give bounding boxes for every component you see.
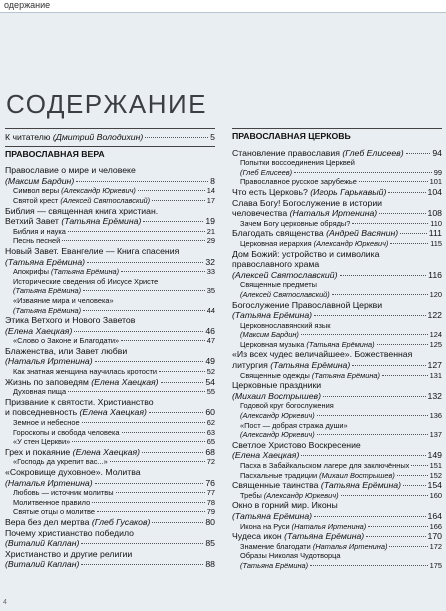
page-title: СОДЕРЖАНИЕ	[6, 89, 208, 119]
page-number-mark: 4	[3, 599, 7, 606]
toc-entry[interactable]: Священные таинства (Татьяна Ерёмина) 154	[232, 480, 442, 491]
toc-entry[interactable]: К читателю (Дмитрий Володихин) 5	[5, 132, 215, 142]
toc-subentry[interactable]: Икона на Руси (Наталья Иртенина) 166	[240, 521, 442, 531]
toc-subentry[interactable]: (Алексей Святославский) 120	[240, 289, 442, 299]
toc-subentry[interactable]: «У стен Церкви» 65	[13, 437, 215, 447]
toc-subentry[interactable]: Церковнославянский язык	[240, 320, 331, 330]
toc-entry[interactable]: литургия (Татьяна Ерёмина) 127	[232, 360, 442, 371]
toc-subentry[interactable]: Священные предметы	[240, 280, 317, 290]
toc-subentry[interactable]: Молитвенное правило 78	[13, 497, 215, 507]
toc-entry[interactable]: Призвание к святости. Христианство	[5, 396, 154, 407]
toc-subentry[interactable]: Любовь — источник молитвы 77	[13, 488, 215, 498]
toc-subentry[interactable]: Духовная пища 55	[13, 387, 215, 397]
toc-entry[interactable]: «Сокровище духовное». Молитва	[5, 467, 141, 477]
toc-subentry[interactable]: Святой крест (Алексей Святославский) 17	[13, 195, 215, 205]
toc-entry[interactable]: (Татьяна Ерёмина) 164	[232, 510, 442, 521]
running-header	[0, 0, 446, 13]
toc-entry[interactable]: Окно в горний мир. Иконы	[232, 500, 338, 511]
toc-entry[interactable]: Этика Ветхого и Нового Заветов	[5, 315, 136, 326]
toc-entry[interactable]: Ветхий Завет (Татьяна Ерёмина) 19	[5, 216, 215, 227]
toc-entry[interactable]: Библия — священная книга христиан.	[5, 205, 159, 216]
toc-entry[interactable]: Дом Божий: устройство и символика	[232, 248, 380, 259]
toc-entry[interactable]: (Наталья Иртенина) 49	[5, 356, 215, 367]
toc-entry[interactable]: «Из всех чудес величайшее». Божественная	[232, 349, 413, 360]
toc-entry[interactable]: (Елена Хаецкая) 46	[5, 325, 215, 336]
toc-entry[interactable]: (Максим Бардин) 8	[5, 175, 215, 186]
toc-subentry[interactable]: (Татьяна Ерёмина) 175	[240, 560, 442, 570]
toc-subentry[interactable]: Зачем Богу церковные обряды? 110	[240, 218, 442, 228]
toc-subentry[interactable]: Знамение благодати (Наталья Иртенина) 172	[240, 541, 442, 551]
toc-entry[interactable]: Светлое Христово Воскресение	[232, 439, 361, 450]
toc-subentry[interactable]: Гороскопы и свобода человека 63	[13, 427, 215, 437]
running-title: одержание	[4, 0, 51, 10]
toc-subentry[interactable]: Церковная иерархия (Александр Юркевич) 115	[240, 238, 442, 248]
toc-entry[interactable]: и повседневность (Елена Хаецкая) 60	[5, 407, 215, 418]
section-heading: ПРАВОСЛАВНАЯ ЦЕРКОВЬ	[232, 128, 442, 142]
toc-subentry[interactable]: Апокрифы (Татьяна Ерёмина) 33	[13, 267, 215, 277]
toc-subentry[interactable]: (Татьяна Ерёмина) 35	[13, 286, 215, 296]
toc-subentry[interactable]: Требы (Александр Юркевич) 160	[240, 490, 442, 500]
toc-entry[interactable]: (Виталий Каплан) 88	[5, 559, 215, 570]
toc-entry[interactable]: (Елена Хаецкая) 149	[232, 450, 442, 461]
divider	[5, 128, 215, 129]
toc-subentry[interactable]: Символ веры (Александр Юркевич) 14	[13, 186, 215, 196]
toc-subentry[interactable]: (Александр Юркевич) 136	[240, 411, 442, 421]
toc-column-right	[232, 128, 442, 571]
toc-subentry[interactable]: (Александр Юркевич) 137	[240, 430, 442, 440]
toc-subentry[interactable]: Образы Николая Чудотворца	[240, 551, 341, 561]
toc-entry[interactable]: Что есть Церковь? (Игорь Гарькавый) 104	[232, 186, 442, 197]
toc-subentry[interactable]: (Татьяна Ерёмина) 44	[13, 305, 215, 315]
toc-entry[interactable]: (Татьяна Ерёмина) 32	[5, 256, 215, 267]
toc-entry[interactable]: Церковные праздники	[232, 380, 322, 391]
toc-subentry[interactable]: (Максим Бардин) 124	[240, 330, 442, 340]
toc-entry[interactable]: Становление православия (Глеб Елисеев) 94	[232, 147, 442, 158]
toc-entry[interactable]: (Михаил Вострышев) 132	[232, 390, 442, 401]
toc-subentry[interactable]: Земное и небесное 62	[13, 418, 215, 428]
toc-subentry[interactable]: «Господь да укрепит вас...» 72	[13, 457, 215, 467]
toc-subentry[interactable]: Пасхальные традиции (Михаил Вострышев) 152	[240, 470, 442, 480]
toc-entry[interactable]: (Алексей Святославский) 116	[232, 269, 442, 280]
toc-entry[interactable]: Грех и покаяние (Елена Хаецкая) 68	[5, 446, 215, 457]
toc-entry[interactable]: (Наталья Иртенина) 76	[5, 477, 215, 488]
toc-entry[interactable]: Новый Завет. Евангелие — Книга спасения	[5, 245, 180, 256]
toc-subentry[interactable]: Пасха в Забайкальском лагере для заключённых 151	[240, 461, 442, 470]
toc-entry[interactable]: Жизнь по заповедям (Елена Хаецкая) 54	[5, 376, 215, 387]
toc-entry[interactable]: Благодать священства (Андрей Васянин) 111	[232, 228, 442, 239]
toc-entry[interactable]: Почему христианство победило	[5, 527, 134, 538]
toc-subentry[interactable]: Святые отцы о молитве 79	[13, 507, 215, 517]
toc-column-left	[5, 128, 215, 570]
toc-entry[interactable]: Слава Богу! Богослужение в истории	[232, 197, 383, 208]
toc-entry[interactable]: Православие о мире и человеке	[5, 165, 136, 176]
toc-entry[interactable]: Чудеса икон (Татьяна Ерёмина) 170	[232, 531, 442, 542]
toc-entry[interactable]: Христианство и другие религии	[5, 548, 133, 559]
toc-subentry[interactable]: Попытки воссоединения Церквей	[240, 158, 355, 168]
toc-entry[interactable]: Блаженства, или Завет любви	[5, 345, 128, 356]
toc-subentry[interactable]: Исторические сведения об Иисусе Христе	[13, 276, 159, 286]
toc-subentry[interactable]: «Слово о Законе и Благодати» 47	[13, 336, 215, 346]
toc-entry[interactable]: (Виталий Каплан) 85	[5, 538, 215, 549]
toc-subentry[interactable]: Церковная музыка (Татьяна Ерёмина) 125	[240, 339, 442, 349]
section-heading: ПРАВОСЛАВНАЯ ВЕРА	[5, 146, 215, 160]
toc-entry[interactable]: человечества (Наталья Иртенина) 108	[232, 208, 442, 219]
toc-entry[interactable]: Богослужение Православной Церкви	[232, 299, 383, 310]
toc-entry[interactable]: (Татьяна Ерёмина) 122	[232, 310, 442, 321]
toc-subentry[interactable]: (Глеб Елисеев) 99	[240, 167, 442, 177]
toc-subentry[interactable]: «Изваяние мира и человека»	[13, 295, 114, 305]
toc-subentry[interactable]: Песнь песней 29	[13, 236, 215, 246]
toc-subentry[interactable]: Годовой круг богослужения	[240, 401, 334, 411]
toc-subentry[interactable]: Священные одежды (Татьяна Ерёмина) 131	[240, 370, 442, 380]
toc-subentry[interactable]: «Пост — добрая стража души»	[240, 420, 348, 430]
toc-subentry[interactable]: Библия и наука 21	[13, 226, 215, 236]
toc-subentry[interactable]: Как знатная женщина научилась кротости 52	[13, 367, 215, 377]
toc-entry[interactable]: Вера без дел мертва (Глеб Гусаков) 80	[5, 516, 215, 527]
toc-subentry[interactable]: Православное русское зарубежье 101	[240, 177, 442, 187]
toc-entry[interactable]: православного храма	[232, 259, 320, 270]
